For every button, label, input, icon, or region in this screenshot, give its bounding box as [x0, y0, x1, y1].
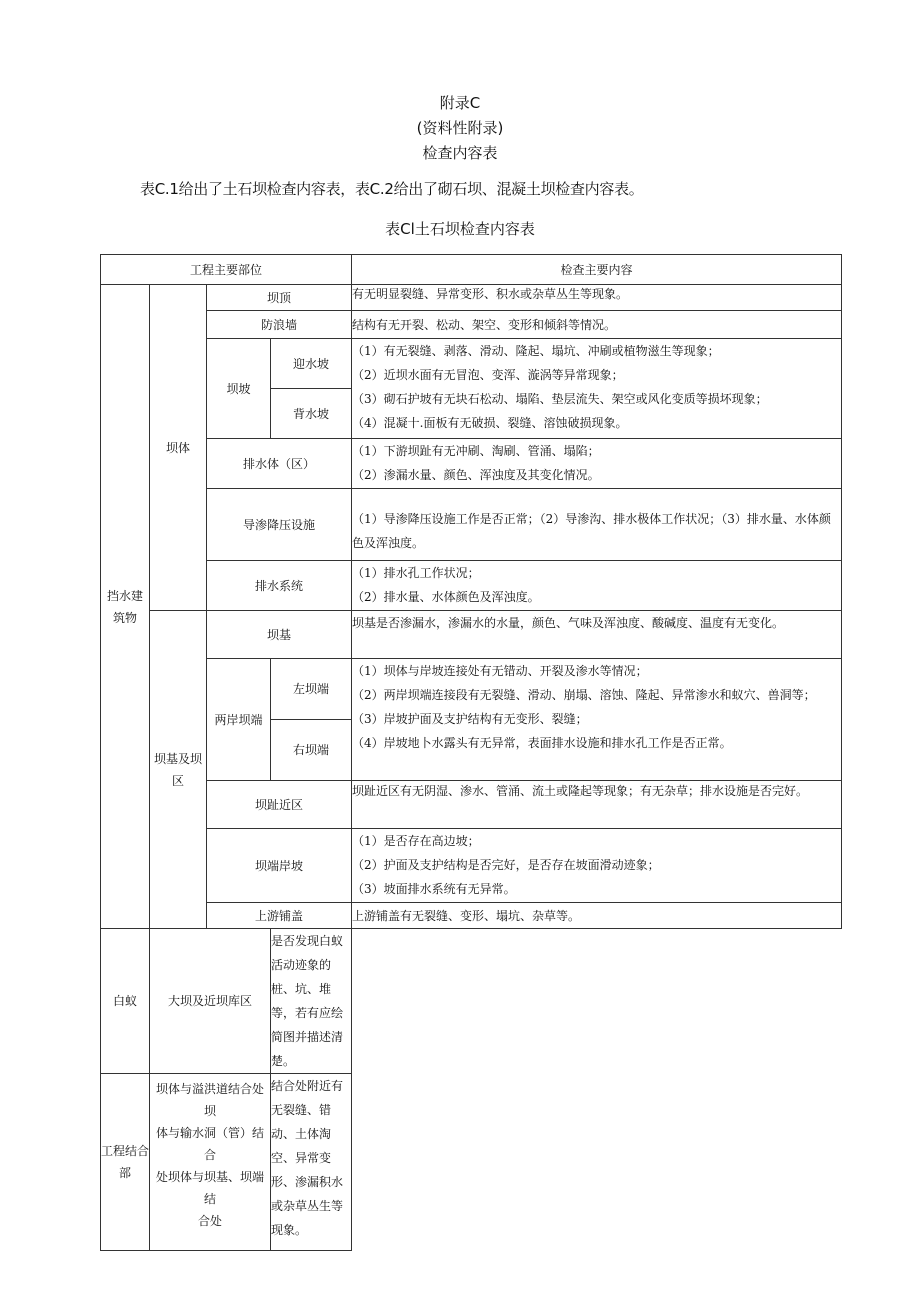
- group-label-line: 筑物: [112, 610, 137, 625]
- part-right-abutment: 右坝端: [271, 720, 352, 781]
- part-drain-body: 排水体（区）: [207, 439, 352, 489]
- content-foundation: 坝基是否渗漏水，渗漏水的水量，颜色、气味及浑浊度、酸碱度、温度有无变化。: [352, 611, 842, 659]
- content-line: （1）有无裂缝、剥落、滑动、隆起、塌坑、冲刷或植物滋生等现象；: [352, 344, 720, 358]
- part-junction-area: [150, 1074, 271, 1251]
- part-foundation: 坝基: [207, 611, 352, 659]
- table-row: [101, 829, 842, 903]
- table-row: [101, 311, 842, 339]
- appendix-note: (资料性附录): [416, 119, 504, 137]
- content-line: （4）混凝十.面板有无破损、裂缝、溶蚀破损现象。: [352, 416, 628, 430]
- group-label-line: 工程结合: [101, 1144, 150, 1158]
- content-line: （2）两岸坝端连接段有无裂缝、滑动、崩塌、溶蚀、隆起、异常渗水和蚁穴、兽洞等；: [352, 688, 816, 702]
- part-high-slope: 坝端岸坡: [207, 829, 352, 903]
- header-content: 检查主要内容: [352, 255, 842, 285]
- table-row: [101, 929, 842, 1074]
- part-crest: 坝顶: [207, 285, 352, 311]
- header-part: 工程主要部位: [101, 255, 352, 285]
- part-parapet: 防浪墙: [207, 311, 352, 339]
- content-drain-system: [352, 561, 842, 611]
- table-header-row: [101, 255, 842, 285]
- content-parapet: 结构有无开裂、松动、架空、变形和倾斜等情况。: [352, 311, 842, 339]
- part-downstream-slope: 背水坡: [271, 389, 352, 439]
- table-caption: 表Cl土石坝检查内容表: [385, 220, 535, 238]
- content-crest: 有无明显裂缝、异常变形、积水或杂草丛生等现象。: [352, 285, 842, 311]
- part-upstream-slope: 迎水坡: [271, 339, 352, 389]
- table-row: [101, 611, 842, 659]
- table-row: [101, 903, 842, 929]
- part-toe: 坝趾近区: [207, 781, 352, 829]
- part-slope: 坝坡: [207, 339, 271, 439]
- content-line: （3）岸坡护面及支护结构有无变形、裂缝；: [352, 712, 588, 726]
- part-abutments: 两岸坝端: [207, 659, 271, 781]
- content-termite: 是否发现白蚁活动迹象的桩、坑、堆等，若有应绘简图并描述清楚。: [271, 929, 352, 1074]
- content-line: （2）渗漏水量、颜色、浑浊度及其变化情况。: [352, 468, 600, 482]
- content-drain-body: [352, 439, 842, 489]
- part-drain-system: 排水系统: [207, 561, 352, 611]
- group-termite: 白蚁: [101, 929, 150, 1074]
- appendix-label: 附录C: [439, 94, 481, 112]
- content-line: （4）岸坡地卜水露头有无异常，表面排水设施和排水孔工作是否正常。: [352, 736, 732, 750]
- group-dam-body: 坝体: [150, 285, 207, 611]
- part-termite-area: 大坝及近坝库区: [150, 929, 271, 1074]
- junction-line: 坝体与溢洪道结合处坝: [155, 1082, 264, 1118]
- table-row: [101, 489, 842, 561]
- content-line: （1）排水孔工作状况；: [352, 566, 480, 580]
- table-row: [101, 561, 842, 611]
- content-abutments: [352, 659, 842, 781]
- content-high-slope: [352, 829, 842, 903]
- content-blanket: 上游铺盖有无裂缝、变形、塌坑、杂草等。: [352, 903, 842, 929]
- content-line: （2）排水量、水体颜色及浑浊度。: [352, 590, 540, 604]
- junction-line: 体与输水洞（管）结合: [155, 1126, 264, 1162]
- content-line: （3）砌石护坡有无块石松动、塌陷、垫层流失、架空或风化变质等损坏现象；: [352, 392, 768, 406]
- intro-paragraph: 表C.1给出了土石坝检查内容表，表C.2给出了砌石坝、混凝土坝检查内容表。: [140, 180, 644, 198]
- group-label-line: 部: [118, 1166, 131, 1180]
- junction-line: 处坝体与坝基、坝端结: [155, 1170, 264, 1206]
- table-row: [101, 439, 842, 489]
- content-line: （2）近坝水面有无冒泡、变浑、漩涡等异常现象；: [352, 368, 624, 382]
- part-left-abutment: 左坝端: [271, 659, 352, 720]
- content-line: （2）护面及支护结构是否完好，是否存在坡面滑动迹象；: [352, 858, 660, 872]
- content-junction: 结合处附近有无裂缝、错动、土体淘空、异常变形、渗漏积水或杂草丛生等现象。: [271, 1074, 352, 1251]
- table-row: [101, 1074, 842, 1251]
- content-line: （3）坡面排水系统有无异常。: [352, 882, 516, 896]
- group-label-line: 坝基及坝: [153, 751, 202, 766]
- content-line: （1）下游坝趾有无冲刷、淘刷、管涌、塌陷；: [352, 444, 600, 458]
- junction-line: 合处: [197, 1214, 222, 1228]
- content-slope: [352, 339, 842, 439]
- table-row: [101, 339, 842, 389]
- group-label-line: 区: [171, 773, 184, 788]
- inspection-table: [100, 254, 842, 1251]
- page-title: 检查内容表: [422, 144, 498, 162]
- group-label-line: 挡水建: [106, 588, 143, 603]
- content-line: （1）坝体与岸坡连接处有无错动、开裂及渗水等情况；: [352, 664, 648, 678]
- content-toe: 坝趾近区有无阴湿、渗水、管涌、流土或隆起等现象；有无杂草；排水设施是否完好。: [352, 781, 842, 829]
- table-row: [101, 285, 842, 311]
- group-junction: [101, 1074, 150, 1251]
- group-retaining-structure: [101, 285, 150, 929]
- group-foundation: [150, 611, 207, 929]
- table-row: [101, 659, 842, 720]
- content-relief: （1）导渗降压设施工作是否正常；（2）导渗沟、排水极体工作状况；（3）排水量、水体颜色及浑浊度。: [352, 489, 842, 561]
- part-blanket: 上游铺盖: [207, 903, 352, 929]
- content-line: （1）是否存在高边坡；: [352, 834, 480, 848]
- table-row: [101, 781, 842, 829]
- part-relief: 导渗降压设施: [207, 489, 352, 561]
